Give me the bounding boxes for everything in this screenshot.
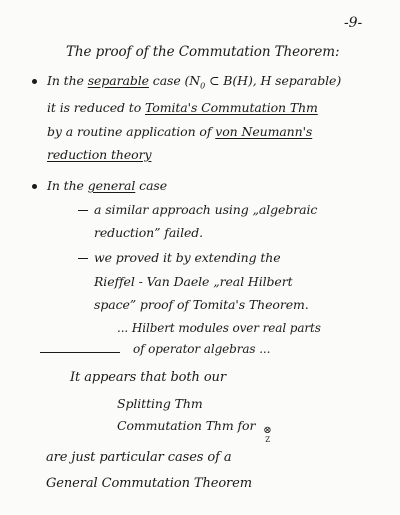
- reduction-theory-text: reduction theory: [47, 147, 152, 162]
- tomita-commutation-ref: Tomita's Commutation Thm: [145, 100, 318, 115]
- separable-line-1: In the separable case ($N_0$ ⊂ B(H), H separable): [47, 73, 342, 91]
- general-term: general: [87, 178, 136, 193]
- page-number: -9-: [344, 15, 363, 31]
- dash-mark: [78, 258, 88, 259]
- divider-line: [40, 352, 120, 353]
- commutation-thm-line: Commutation Thm for ⊗ Z: [117, 418, 272, 444]
- proof-line-2: Rieffel - Van Daele „real Hilbert: [94, 274, 293, 289]
- general-case-line: In the general case: [47, 178, 168, 193]
- conclusion-line-4: are just particular cases of a: [46, 450, 232, 465]
- page-title: The proof of the Commutation Theorem:: [66, 44, 340, 60]
- separable-line-2: it is reduced to Tomita's Commutation Thm: [47, 100, 318, 115]
- approach-line-2: reduction” failed.: [94, 225, 204, 240]
- proof-line-3: space” proof of Tomita's Theorem.: [94, 297, 309, 312]
- separable-term: separable: [87, 73, 149, 88]
- splitting-thm-text: Splitting Thm: [117, 396, 203, 411]
- dash-mark: [78, 210, 88, 211]
- separable-line-3: by a routine application of von Neumann's: [47, 124, 313, 139]
- proof-line-1: we proved it by extending the: [94, 250, 281, 265]
- tensor-subscript: Z: [265, 436, 270, 444]
- bullet-dot: [32, 184, 37, 189]
- note-line-2: of operator algebras ...: [133, 342, 271, 356]
- approach-line-1: a similar approach using „algebraic: [94, 202, 318, 217]
- conclusion-line-1: It appears that both our: [70, 370, 226, 385]
- von-neumann-ref: von Neumann's: [215, 124, 313, 139]
- tensor-symbol: ⊗: [263, 425, 272, 436]
- note-line-1: ... Hilbert modules over real parts: [117, 321, 321, 335]
- bullet-dot: [32, 79, 37, 84]
- conclusion-line-5: General Commutation Theorem: [46, 476, 252, 491]
